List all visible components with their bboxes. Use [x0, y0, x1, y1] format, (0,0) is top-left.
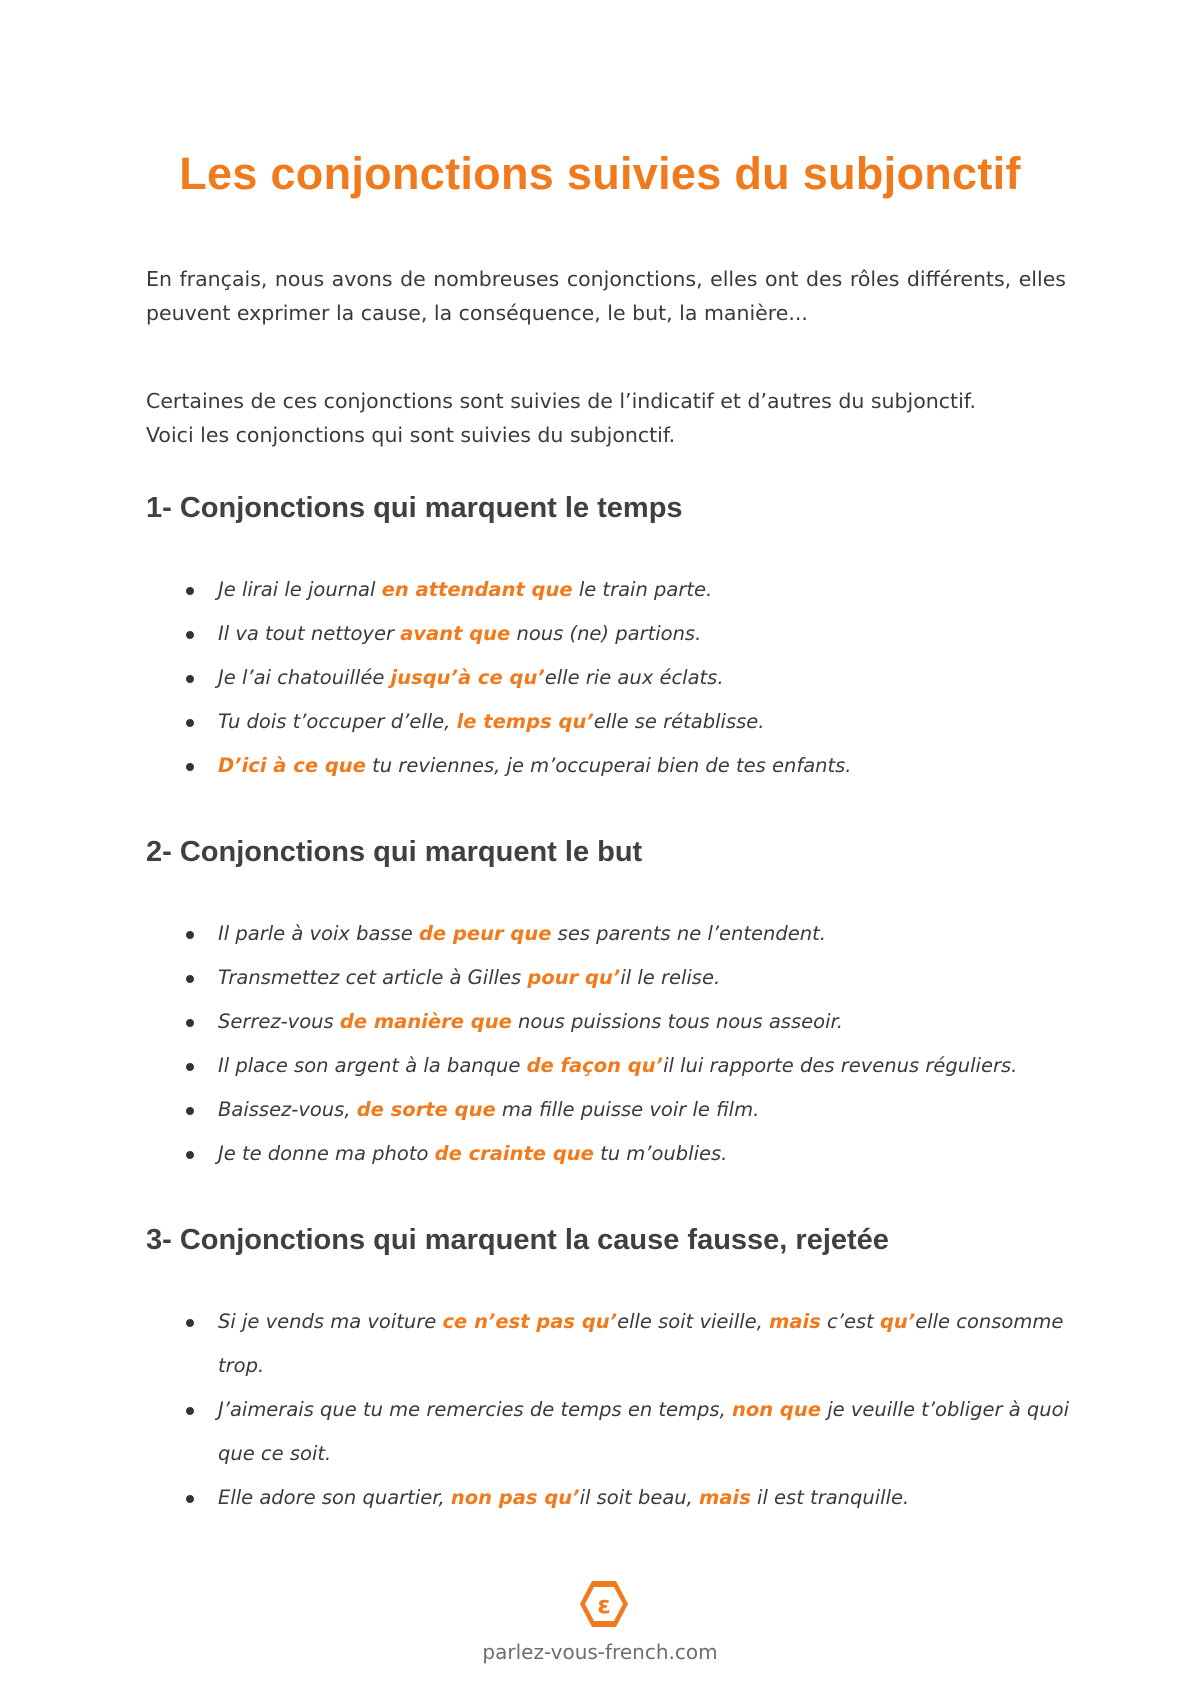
example-text: Je te donne ma photo [218, 1142, 435, 1165]
conjunction-highlight: non pas qu’ [450, 1486, 580, 1509]
example-text: Tu dois t’occuper d’elle, [218, 710, 457, 733]
section-heading-temps: 1- Conjonctions qui marquent le temps [146, 492, 683, 524]
conjunction-highlight: pour qu’ [527, 966, 621, 989]
conjunction-highlight: qu’ [879, 1310, 916, 1333]
example-text: il soit beau, [579, 1486, 700, 1509]
example-text: tu m’oublies. [593, 1142, 728, 1165]
page-title: Les conjonctions suivies du subjonctif [179, 148, 1021, 199]
example-text: Il parle à voix basse [218, 922, 419, 945]
example-item [146, 656, 1076, 700]
example-text: il le relise. [620, 966, 721, 989]
example-list-but [146, 912, 1076, 1176]
example-text: Je l’ai chatouillée [218, 666, 391, 689]
example-text: je veuille t’obliger à quoi que ce soit. [218, 1398, 1069, 1465]
example-text: il lui rapporte des revenus réguliers. [663, 1054, 1018, 1077]
conjunction-highlight: non que [731, 1398, 822, 1421]
example-text: Je lirai le journal [218, 578, 382, 601]
example-text: Il va tout nettoyer [218, 622, 401, 645]
example-item [146, 1300, 1076, 1388]
example-text: Il place son argent à la banque [218, 1054, 527, 1077]
example-item [146, 956, 1076, 1000]
conjunction-highlight: de crainte que [434, 1142, 594, 1165]
example-item [146, 744, 1076, 788]
site-logo-icon [578, 1578, 630, 1630]
conjunction-highlight: de peur que [418, 922, 552, 945]
conjunction-highlight: en attendant que [381, 578, 573, 601]
example-text: elle soit vieille, [617, 1310, 770, 1333]
example-text: nous (ne) partions. [510, 622, 702, 645]
example-list-temps [146, 568, 1076, 788]
example-item [146, 568, 1076, 612]
section-heading-but: 2- Conjonctions qui marquent le but [146, 836, 643, 868]
intro-text-line: Voici les conjonctions qui sont suivies du subjonctif. [146, 423, 676, 447]
example-text: elle se rétablisse. [593, 710, 765, 733]
example-item [146, 1044, 1076, 1088]
conjunction-highlight: jusqu’à ce qu’ [390, 666, 545, 689]
example-item [146, 612, 1076, 656]
example-text: c’est [820, 1310, 880, 1333]
example-text: elle consomme trop. [218, 1310, 1064, 1377]
example-item [146, 1000, 1076, 1044]
example-item [146, 1088, 1076, 1132]
conjunction-highlight: mais [769, 1310, 821, 1333]
example-text: ma fille puisse voir le film. [495, 1098, 760, 1121]
section-heading-cause: 3- Conjonctions qui marquent la cause fausse, rejetée [146, 1224, 889, 1256]
conjunction-highlight: D’ici à ce que [218, 754, 366, 777]
example-text: J’aimerais que tu me remercies de temps en temps, [218, 1398, 732, 1421]
example-item [146, 700, 1076, 744]
conjunction-highlight: le temps qu’ [456, 710, 594, 733]
footer-site-url: parlez-vous-french.com [482, 1640, 718, 1664]
example-text: tu reviennes, je m’occuperai bien de tes enfants. [365, 754, 852, 777]
intro-paragraph-2 [146, 384, 1066, 452]
intro-text: En français, nous avons de nombreuses conjonctions, elles ont des rôles différents, elles peuvent exprimer la cause, la conséquence, le but, la manière... [146, 267, 1066, 325]
example-text: le train parte. [572, 578, 713, 601]
example-text: Baissez-vous, [218, 1098, 357, 1121]
conjunction-highlight: avant que [400, 622, 511, 645]
example-text: ses parents ne l’entendent. [551, 922, 826, 945]
intro-text-line: Certaines de ces conjonctions sont suivies de l’indicatif et d’autres du subjonctif. [146, 389, 977, 413]
conjunction-highlight: ce n’est pas qu’ [442, 1310, 618, 1333]
conjunction-highlight: de manière que [339, 1010, 512, 1033]
example-item [146, 912, 1076, 956]
example-text: Si je vends ma voiture [218, 1310, 443, 1333]
intro-paragraph-1 [146, 262, 1066, 330]
example-list-cause [146, 1300, 1076, 1520]
conjunction-highlight: de façon qu’ [526, 1054, 664, 1077]
conjunction-highlight: mais [699, 1486, 751, 1509]
example-item [146, 1132, 1076, 1176]
example-text: nous puissions tous nous asseoir. [511, 1010, 843, 1033]
example-text: Transmettez cet article à Gilles [218, 966, 528, 989]
example-item [146, 1476, 1076, 1520]
example-text: Elle adore son quartier, [218, 1486, 451, 1509]
example-text: elle rie aux éclats. [544, 666, 724, 689]
logo-letter: ε [597, 1591, 611, 1619]
example-text: Serrez-vous [218, 1010, 340, 1033]
example-item [146, 1388, 1076, 1476]
conjunction-highlight: de sorte que [356, 1098, 496, 1121]
example-text: il est tranquille. [750, 1486, 910, 1509]
